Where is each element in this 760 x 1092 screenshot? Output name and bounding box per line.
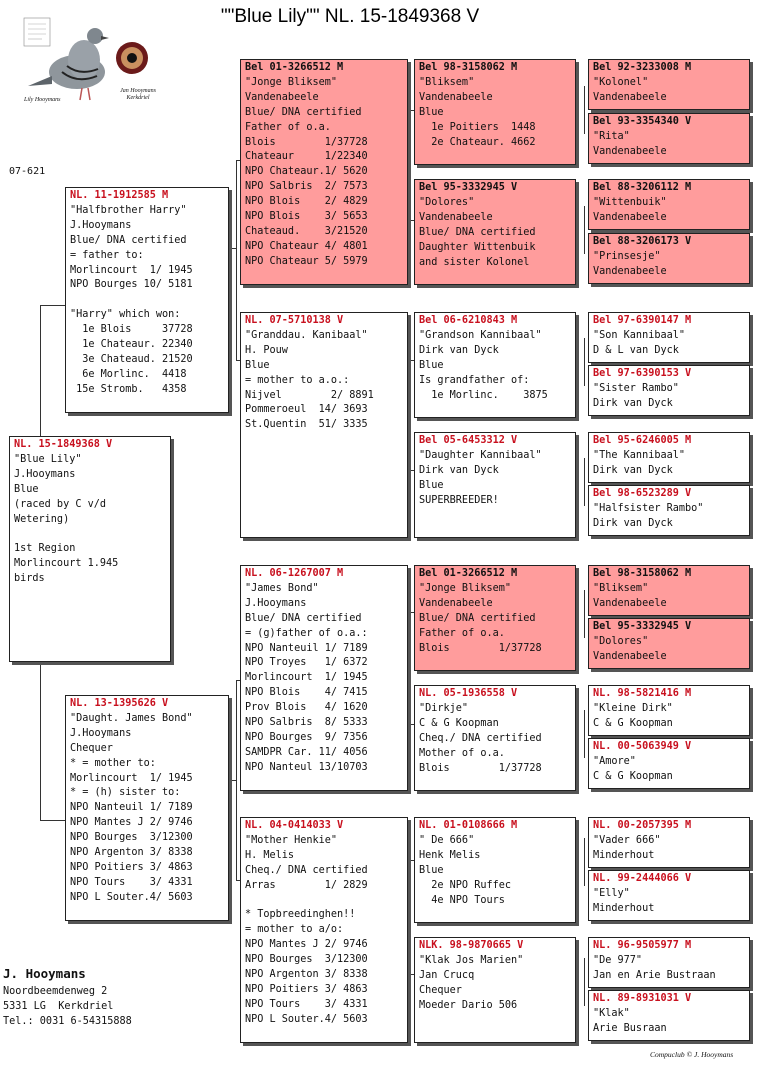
ring-number: Bel 97-6390147 M (593, 315, 692, 326)
detail-line: Blois 1/37728 (419, 642, 542, 654)
detail-line: NPO L Souter.4/ 5603 (70, 891, 193, 903)
detail-line: H. Pouw (245, 344, 288, 356)
pedigree-box-g12 (588, 738, 750, 789)
pedigree-box-g6 (588, 365, 750, 416)
detail-line: NPO Nanteuil 1/ 7189 (245, 642, 368, 654)
detail-line: NPO L Souter.4/ 5603 (245, 1013, 368, 1025)
detail-line: Jan en Arie Bustraan (593, 969, 716, 981)
pedigree-box-sds (414, 312, 576, 418)
pedigree-box-g9 (588, 565, 750, 616)
detail-line: Cheq./ DNA certified (245, 864, 368, 876)
pigeon-details (593, 954, 745, 984)
detail-line: St.Quentin 51/ 3335 (245, 419, 368, 431)
detail-line (70, 293, 224, 308)
ring-number: NL. 00-2057395 M (593, 820, 692, 831)
pigeon-details (245, 834, 403, 1028)
detail-line: Dirk van Dyck (593, 517, 673, 529)
ring-number: Bel 95-3332945 V (419, 182, 518, 193)
pedigree-box-g7 (588, 432, 750, 483)
pedigree-box-g8 (588, 485, 750, 536)
detail-line: "The Kannibaal" (593, 449, 686, 461)
detail-line: J.Hooymans (245, 597, 307, 609)
detail-line: Chateaur 1/22340 (245, 151, 368, 163)
pigeon-details (593, 1007, 745, 1037)
detail-line: "Kolonel" (593, 76, 649, 88)
pigeon-details (593, 635, 745, 665)
pedigree-box-ssd (414, 179, 576, 285)
detail-line: NPO Chateaur 5/ 5979 (245, 255, 368, 267)
detail-line: Morlincourt 1.945 (14, 558, 119, 570)
detail-line: Blue (419, 864, 444, 876)
pedigree-box-ddd (414, 937, 576, 1043)
detail-line: "Vader 666" (593, 834, 661, 846)
pigeon-details (593, 755, 745, 785)
detail-line: "Sister Rambo" (593, 382, 679, 394)
detail-line: "Son Kannibaal" (593, 329, 686, 341)
detail-line: 1e Chateaur. 22340 (70, 339, 193, 351)
detail-line: NPO Blois 4/ 7415 (245, 687, 368, 699)
owner-block (3, 966, 132, 1029)
detail-line: Cheq./ DNA certified (419, 732, 542, 744)
detail-line: "Daught. James Bond" (70, 712, 193, 724)
detail-line: (raced by C v/d (14, 498, 107, 510)
pedigree-box-g13 (588, 817, 750, 868)
detail-line: "Halfbrother Harry" (70, 204, 187, 216)
detail-line: " De 666" (419, 834, 475, 846)
detail-line: "Jonge Bliksem" (419, 582, 512, 594)
ring-number: NL. 04-0414033 V (245, 820, 344, 831)
ring-number: NL. 89-8931031 V (593, 993, 692, 1004)
ring-number: Bel 05-6453312 V (419, 435, 518, 446)
logo-caption-right: Jan Hooymans Kerkdriel (120, 88, 156, 101)
detail-line: Blue (419, 359, 444, 371)
detail-line: H. Melis (245, 849, 295, 861)
detail-line: Vandenabeele (593, 145, 667, 157)
detail-line: NPO Argenton 3/ 8338 (245, 969, 368, 981)
detail-line: Vandenabeele (419, 91, 493, 103)
pigeon-logo-image (22, 14, 162, 110)
ring-number: Bel 98-3158062 M (593, 568, 692, 579)
detail-line: 1e Blois 37728 (70, 324, 193, 336)
ring-number: NL. 98-5821416 M (593, 688, 692, 699)
detail-line: Blue (419, 479, 444, 491)
pigeon-details (593, 887, 745, 917)
ring-number: NL. 96-9505977 M (593, 940, 692, 951)
detail-line: NPO Chateaur 4/ 4801 (245, 240, 368, 252)
detail-line: and sister Kolonel (419, 256, 530, 268)
pedigree-box-dds (414, 817, 576, 923)
detail-line: Vandenabeele (593, 265, 667, 277)
pigeon-details (593, 250, 745, 280)
detail-line: "Harry" which won: (70, 309, 181, 321)
pedigree-box-g14 (588, 870, 750, 921)
detail-line: = (g)father of o.a.: (245, 627, 368, 639)
detail-line: Dirk van Dyck (593, 397, 673, 409)
detail-line: NPO Salbris 8/ 5333 (245, 717, 368, 729)
detail-line: NPO Mantes J 2/ 9746 (70, 817, 193, 829)
pigeon-details (419, 834, 571, 909)
detail-line: Blue (419, 106, 444, 118)
footer-credit: Compuclub © J. Hooymans (650, 1050, 734, 1059)
pedigree-box-sire (65, 187, 229, 413)
detail-line: 4e NPO Tours (419, 894, 505, 906)
pigeon-details (14, 453, 166, 587)
detail-line: 15e Stromb. 4358 (70, 383, 187, 395)
detail-line: Vandenabeele (419, 597, 493, 609)
detail-line: 1e Morlinc. 3875 (419, 389, 548, 401)
pedigree-box-dam (65, 695, 229, 921)
detail-line: "De 977" (593, 954, 643, 966)
detail-line: "James Bond" (245, 582, 319, 594)
ring-number: NL. 05-1936558 V (419, 688, 518, 699)
ring-number: Bel 06-6210843 M (419, 315, 518, 326)
pigeon-details (593, 196, 745, 226)
detail-line: "Prinsesje" (593, 250, 661, 262)
detail-line: Blue/ DNA certified (70, 234, 187, 246)
detail-line: Moeder Dario 506 (419, 999, 518, 1011)
pedigree-box-dam-dam (240, 817, 408, 1043)
detail-line: = mother to a.o.: (245, 374, 350, 386)
detail-line (14, 527, 166, 542)
detail-line: 2e NPO Ruffec (419, 879, 512, 891)
pedigree-box-sss (414, 59, 576, 165)
detail-line: Minderhout (593, 902, 655, 914)
detail-line: Minderhout (593, 849, 655, 861)
detail-line: "Jonge Bliksem" (245, 76, 338, 88)
detail-line: Pommeroeul 14/ 3693 (245, 404, 368, 416)
detail-line: Vandenabeele (593, 91, 667, 103)
detail-line: * = mother to: (70, 757, 156, 769)
detail-line: Vandenabeele (593, 597, 667, 609)
ring-number: Bel 92-3233008 M (593, 62, 692, 73)
pedigree-reference: 07-621 (9, 166, 46, 177)
detail-line: Vandenabeele (593, 211, 667, 223)
pigeon-details (419, 196, 571, 271)
detail-line: Blue/ DNA certified (245, 106, 362, 118)
detail-line: "Daughter Kannibaal" (419, 449, 542, 461)
ring-number: Bel 97-6390153 V (593, 368, 692, 379)
detail-line: J.Hooymans (14, 468, 76, 480)
detail-line: Jan Crucq (419, 969, 475, 981)
ring-number: Bel 88-3206112 M (593, 182, 692, 193)
pedigree-box-g11 (588, 685, 750, 736)
pigeon-details (70, 204, 224, 398)
detail-line: Morlincourt 1/ 1945 (70, 772, 193, 784)
detail-line: Dirk van Dyck (593, 464, 673, 476)
detail-line: D & L van Dyck (593, 344, 679, 356)
ring-number: Bel 98-6523289 V (593, 488, 692, 499)
ring-number: NLK. 98-9870665 V (419, 940, 524, 951)
detail-line: NPO Chateaur.1/ 5620 (245, 166, 368, 178)
pigeon-details (593, 329, 745, 359)
pigeon-details (593, 130, 745, 160)
detail-line: "Klak" (593, 1007, 630, 1019)
detail-line: 6e Morlinc. 4418 (70, 368, 187, 380)
detail-line: 1e Poitiers 1448 (419, 121, 536, 133)
pigeon-details (593, 502, 745, 532)
ring-number: NL. 06-1267007 M (245, 568, 344, 579)
detail-line: NPO Poitiers 3/ 4863 (70, 861, 193, 873)
ring-number: NL. 00-5063949 V (593, 741, 692, 752)
detail-line: "Granddau. Kanibaal" (245, 329, 368, 341)
detail-line: Father of o.a. (419, 627, 505, 639)
detail-line: Vandenabeele (593, 650, 667, 662)
ring-number: Bel 01-3266512 M (419, 568, 518, 579)
pigeon-details (419, 449, 571, 509)
detail-line: Chateaud. 3/21520 (245, 225, 368, 237)
ring-number: NL. 07-5710138 V (245, 315, 344, 326)
detail-line: NPO Argenton 3/ 8338 (70, 847, 193, 859)
pigeon-details (70, 712, 224, 906)
detail-line: J.Hooymans (70, 219, 132, 231)
detail-line: SUPERBREEDER! (419, 494, 499, 506)
detail-line: "Amore" (593, 755, 636, 767)
pigeon-details (419, 954, 571, 1014)
logo-caption-left: Lily Hooymans (24, 97, 61, 103)
pedigree-box-dss (414, 565, 576, 671)
detail-line: * Topbreedinghen!! (245, 909, 356, 921)
detail-line: Father of o.a. (245, 121, 331, 133)
pedigree-box-sire-dam (240, 312, 408, 538)
pedigree-box-sire-sire (240, 59, 408, 285)
pedigree-box-dam-sire (240, 565, 408, 791)
owner-address-city: 5331 LG Kerkdriel (3, 1001, 114, 1012)
detail-line: Blue/ DNA certified (419, 226, 536, 238)
detail-line: 2e Chateaur. 4662 (419, 136, 536, 148)
detail-line: = father to: (70, 249, 144, 261)
pigeon-details (593, 834, 745, 864)
detail-line: NPO Salbris 2/ 7573 (245, 181, 368, 193)
detail-line: NPO Tours 3/ 4331 (70, 876, 193, 888)
detail-line: "Bliksem" (593, 582, 649, 594)
detail-line: "Grandson Kannibaal" (419, 329, 542, 341)
detail-line: "Dolores" (419, 196, 475, 208)
detail-line: Vandenabeele (245, 91, 319, 103)
detail-line: C & G Koopman (593, 717, 673, 729)
pigeon-details (593, 582, 745, 612)
detail-line: Daughter Wittenbuik (419, 241, 536, 253)
detail-line: C & G Koopman (419, 717, 499, 729)
detail-line: * = (h) sister to: (70, 787, 181, 799)
detail-line: NPO Blois 2/ 4829 (245, 196, 368, 208)
detail-line: Chequer (70, 742, 113, 754)
detail-line: NPO Bourges 3/12300 (70, 832, 193, 844)
pedigree-box-sdd (414, 432, 576, 538)
detail-line: "Dirkje" (419, 702, 469, 714)
ring-number: Bel 95-3332945 V (593, 621, 692, 632)
ring-number: Bel 01-3266512 M (245, 62, 344, 73)
detail-line: Morlincourt 1/ 1945 (70, 264, 193, 276)
pedigree-box-g4 (588, 233, 750, 284)
detail-line: Dirk van Dyck (419, 344, 499, 356)
detail-line: = mother to a/o: (245, 924, 344, 936)
detail-line: "Dolores" (593, 635, 649, 647)
ring-number: NL. 99-2444066 V (593, 873, 692, 884)
detail-line: Morlincourt 1/ 1945 (245, 672, 368, 684)
detail-line: NPO Mantes J 2/ 9746 (245, 939, 368, 951)
pedigree-box-g16 (588, 990, 750, 1041)
detail-line: Nijvel 2/ 8891 (245, 389, 374, 401)
pigeon-details (245, 76, 403, 270)
detail-line: "Mother Henkie" (245, 834, 338, 846)
detail-line: Dirk van Dyck (419, 464, 499, 476)
detail-line: Blue/ DNA certified (245, 612, 362, 624)
detail-line: Blois 1/37728 (419, 762, 542, 774)
pigeon-details (419, 76, 571, 151)
ring-number: Bel 95-6246005 M (593, 435, 692, 446)
owner-name: J. Hooymans (3, 966, 86, 981)
detail-line: SAMDPR Car. 11/ 4056 (245, 746, 368, 758)
pigeon-details (593, 382, 745, 412)
detail-line: Mother of o.a. (419, 747, 505, 759)
detail-line: Prov Blois 4/ 1620 (245, 702, 368, 714)
ring-number: NL. 01-0108666 M (419, 820, 518, 831)
pedigree-box-g3 (588, 179, 750, 230)
ring-number: Bel 93-3354340 V (593, 116, 692, 127)
owner-phone: Tel.: 0031 6-54315888 (3, 1016, 132, 1027)
ring-number: NL. 11-1912585 M (70, 190, 169, 201)
detail-line: NPO Tours 3/ 4331 (245, 998, 368, 1010)
detail-line: NPO Bourges 3/12300 (245, 954, 368, 966)
pedigree-box-g1 (588, 59, 750, 110)
detail-line: 1st Region (14, 543, 76, 555)
detail-line: C & G Koopman (593, 770, 673, 782)
detail-line: "Klak Jos Marien" (419, 954, 524, 966)
detail-line: Chequer (419, 984, 462, 996)
detail-line: "Bliksem" (419, 76, 475, 88)
detail-line: NPO Nanteuil 1/ 7189 (70, 802, 193, 814)
pedigree-box-dsd (414, 685, 576, 791)
detail-line: NPO Bourges 10/ 5181 (70, 279, 193, 291)
detail-line: NPO Blois 3/ 5653 (245, 211, 368, 223)
detail-line: Arras 1/ 2829 (245, 879, 368, 891)
detail-line: Henk Melis (419, 849, 481, 861)
detail-line: J.Hooymans (70, 727, 132, 739)
pigeon-details (419, 702, 571, 777)
pedigree-box-g5 (588, 312, 750, 363)
detail-line: Vandenabeele (419, 211, 493, 223)
pigeon-details (245, 329, 403, 433)
detail-line: Arie Busraan (593, 1022, 667, 1034)
detail-line: "Wittenbuik" (593, 196, 667, 208)
detail-line: "Halfsister Rambo" (593, 502, 704, 514)
pedigree-box-g15 (588, 937, 750, 988)
pedigree-box-g10 (588, 618, 750, 669)
detail-line: Blue (14, 483, 39, 495)
detail-line: "Rita" (593, 130, 630, 142)
detail-line: 3e Chateaud. 21520 (70, 353, 193, 365)
pigeon-details (593, 702, 745, 732)
pigeon-details (419, 329, 571, 404)
detail-line: "Kleine Dirk" (593, 702, 673, 714)
detail-line: Blue (245, 359, 270, 371)
detail-line: "Blue Lily" (14, 453, 82, 465)
owner-address-street: Noordbeemdenweg 2 (3, 986, 108, 997)
ring-number: NL. 15-1849368 V (14, 439, 113, 450)
pedigree-box-g2 (588, 113, 750, 164)
ring-number: NL. 13-1395626 V (70, 698, 169, 709)
detail-line: Blois 1/37728 (245, 136, 368, 148)
pigeon-details (245, 582, 403, 776)
detail-line: NPO Poitiers 3/ 4863 (245, 983, 368, 995)
ring-number: Bel 88-3206173 V (593, 236, 692, 247)
detail-line: Blue/ DNA certified (419, 612, 536, 624)
pigeon-details (593, 76, 745, 106)
detail-line: NPO Bourges 9/ 7356 (245, 731, 368, 743)
detail-line (245, 894, 403, 909)
page-title: ""Blue Lily"" NL. 15-1849368 V (220, 6, 480, 27)
pigeon-details (593, 449, 745, 479)
pedigree-box-subject (9, 436, 171, 662)
pigeon-details (419, 582, 571, 657)
detail-line: NPO Troyes 1/ 6372 (245, 657, 368, 669)
ring-number: Bel 98-3158062 M (419, 62, 518, 73)
detail-line: "Elly" (593, 887, 630, 899)
detail-line: Wetering) (14, 513, 70, 525)
detail-line: birds (14, 573, 45, 585)
detail-line: Is grandfather of: (419, 374, 530, 386)
detail-line: NPO Nanteul 13/10703 (245, 761, 368, 773)
